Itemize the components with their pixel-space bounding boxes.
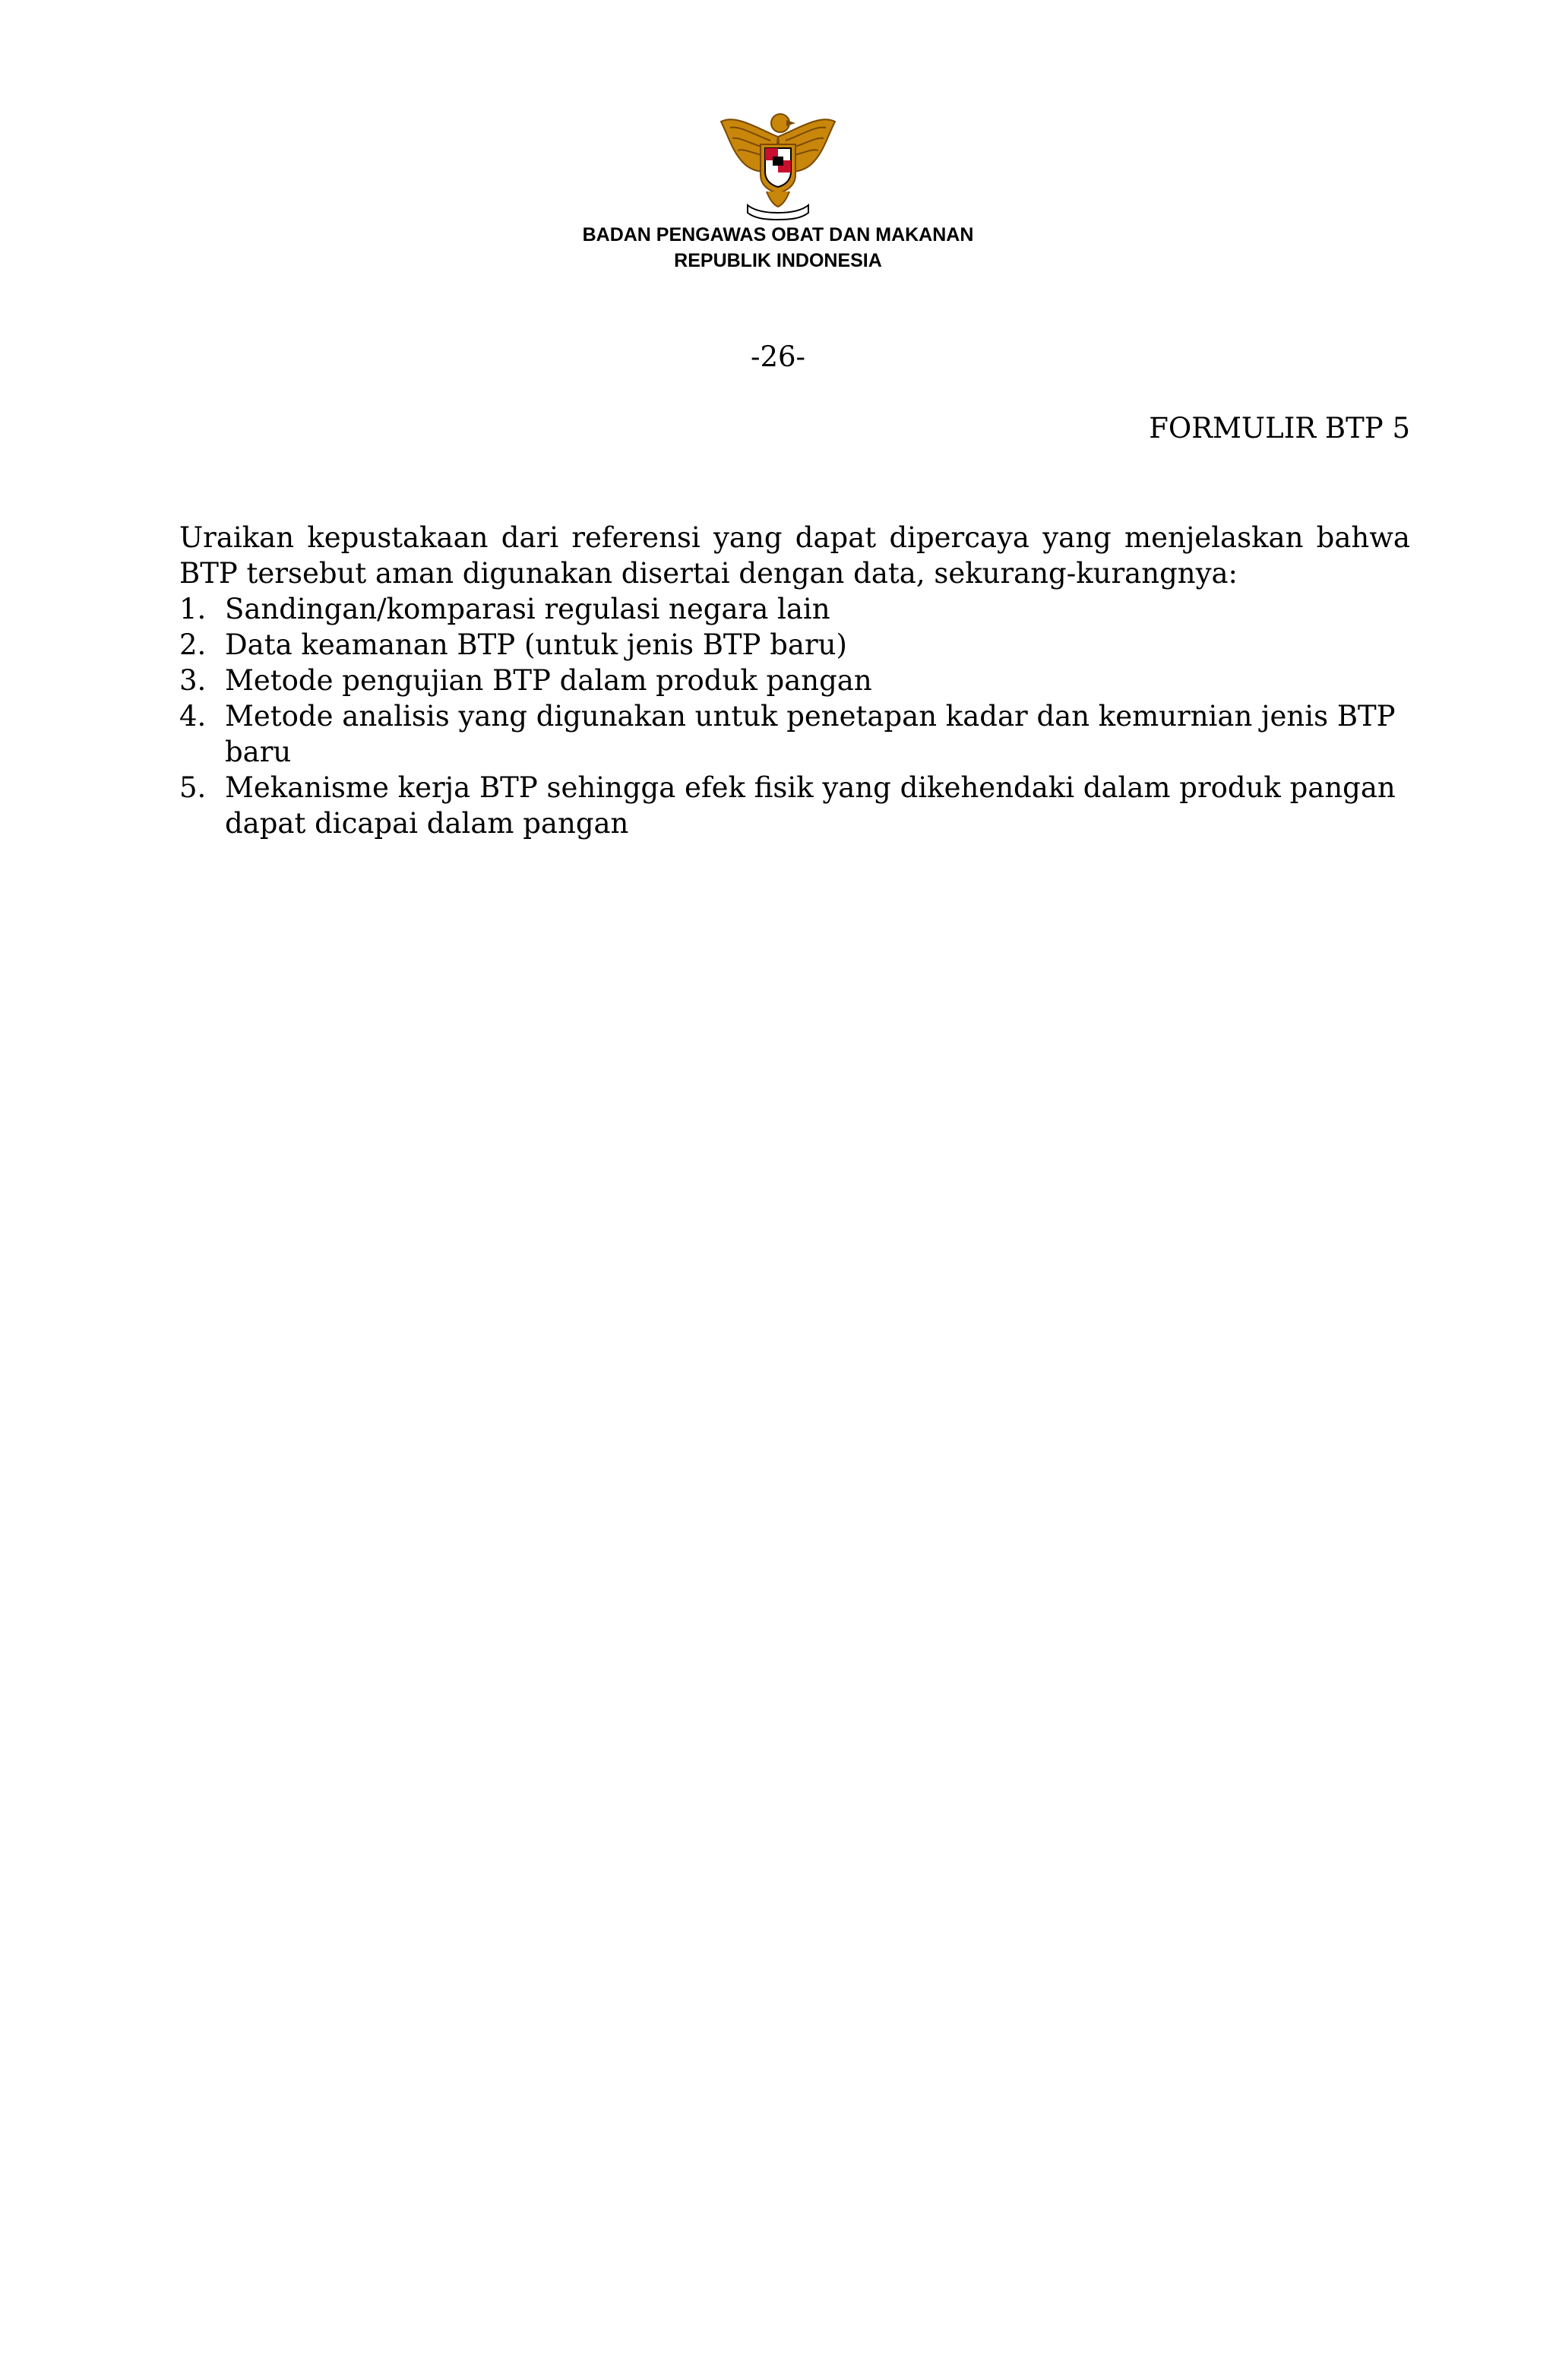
page-number: -26- — [750, 340, 806, 373]
list-item-text: Mekanisme kerja BTP sehingga efek fisik yang dikehendaki dalam produk pangan dapat dicapai dalam pangan — [225, 771, 1396, 840]
document-body — [179, 520, 1410, 841]
form-code: FORMULIR BTP 5 — [1149, 412, 1410, 445]
agency-name-line-1: BADAN PENGAWAS OBAT DAN MAKANAN — [582, 224, 974, 245]
list-item-number: 1. — [179, 593, 207, 625]
list-item-number: 4. — [179, 700, 207, 733]
list-item-text: Metode analisis yang digunakan untuk penetapan kadar dan kemurnian jenis BTP baru — [225, 700, 1396, 768]
list-item-number: 5. — [179, 771, 207, 804]
list-item — [179, 663, 1410, 698]
list-item-text: Data keamanan BTP (untuk jenis BTP baru) — [225, 628, 847, 661]
garuda-pancasila-emblem-icon — [713, 106, 843, 220]
list-item-text: Metode pengujian BTP dalam produk pangan — [225, 664, 872, 697]
list-item-number: 3. — [179, 664, 207, 697]
list-item-text: Sandingan/komparasi regulasi negara lain — [225, 593, 830, 625]
list-item-number: 2. — [179, 628, 207, 661]
list-item — [179, 698, 1410, 770]
list-item — [179, 591, 1410, 627]
agency-name-line-2: REPUBLIK INDONESIA — [674, 250, 882, 271]
list-item — [179, 770, 1410, 841]
list-item — [179, 627, 1410, 663]
letterhead — [0, 106, 1556, 272]
requirements-list — [179, 591, 1410, 841]
intro-paragraph: Uraikan kepustakaan dari referensi yang dapat dipercaya yang menjelaskan bahwa BTP tersebut aman digunakan disertai dengan data, sekurang-kurangnya: — [179, 521, 1410, 590]
